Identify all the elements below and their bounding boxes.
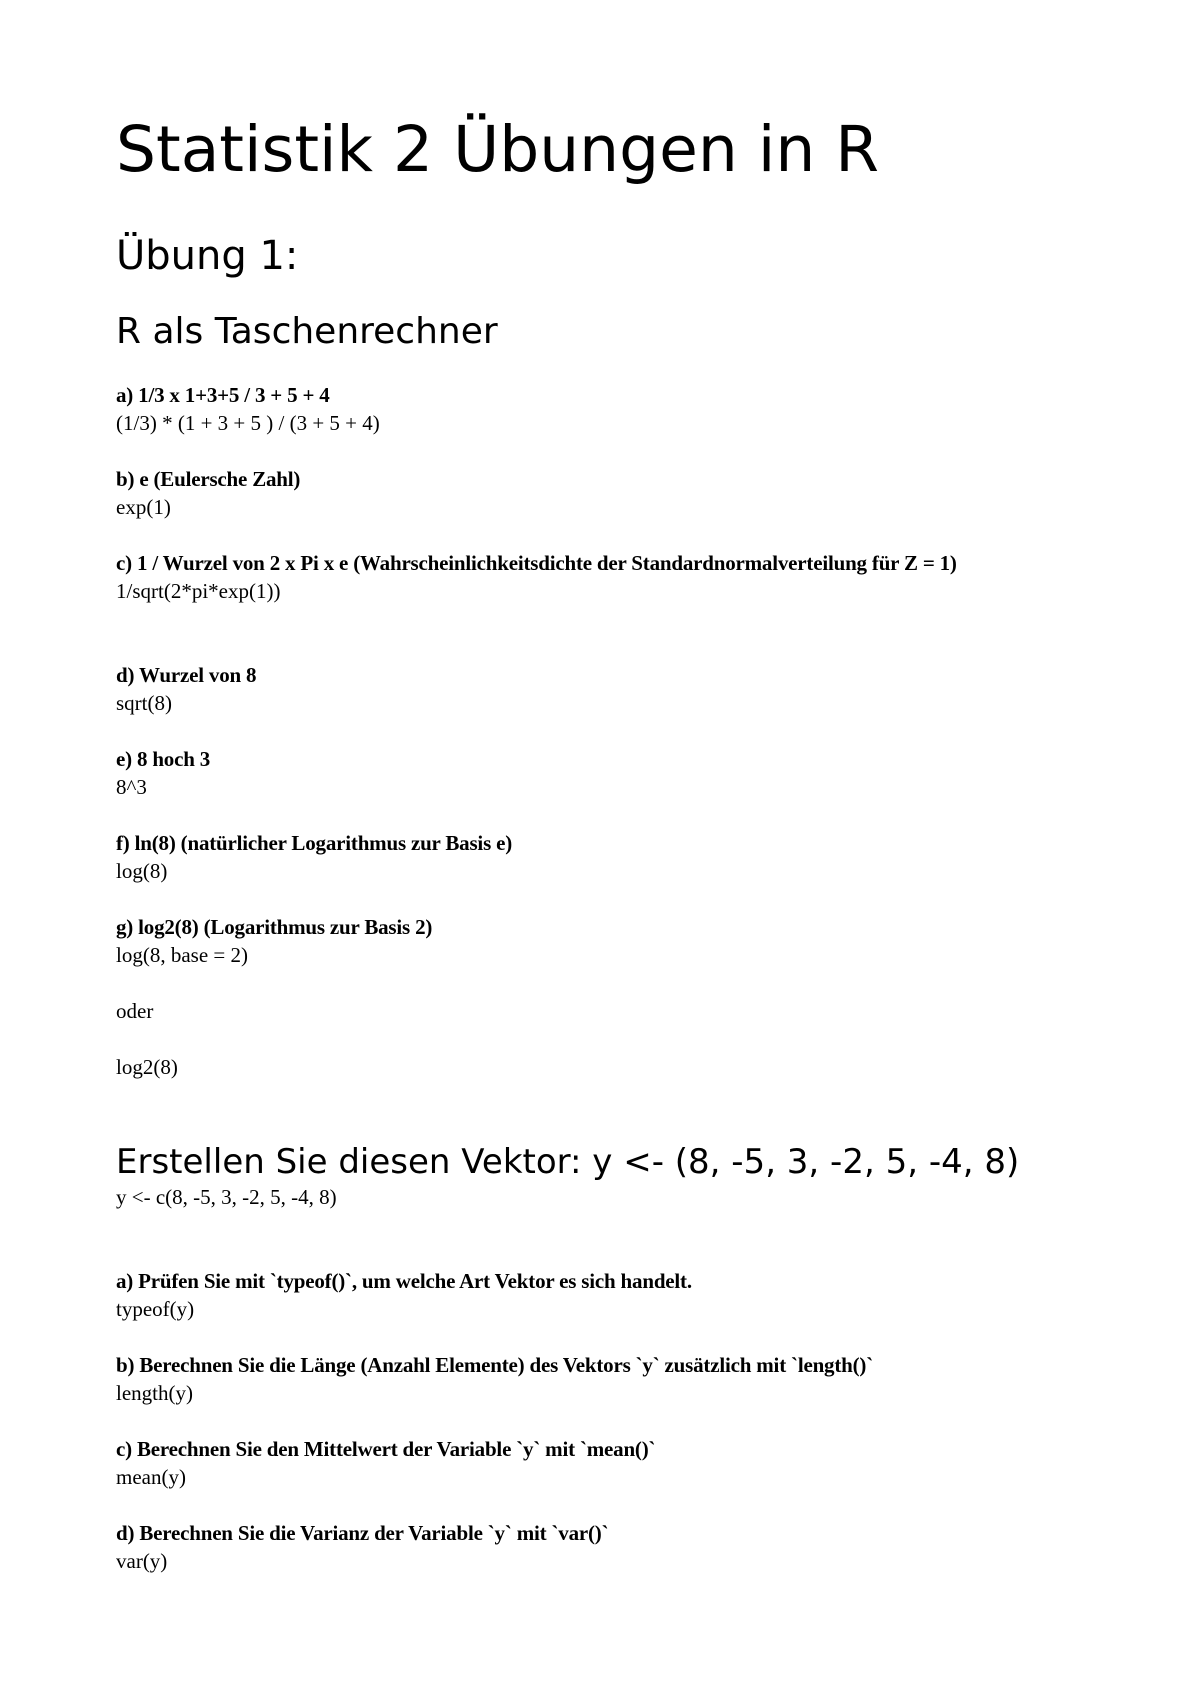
task-question: f) ln(8) (natürlicher Logarithmus zur Basis e) <box>116 831 513 855</box>
task-answer-code: var(y) <box>116 1549 168 1573</box>
task-question: d) Wurzel von 8 <box>116 663 257 687</box>
calculator-task-d <box>116 661 1096 717</box>
task-answer-code: typeof(y) <box>116 1297 195 1321</box>
calculator-task-b <box>116 465 1096 521</box>
exercise-heading: Übung 1: <box>116 233 299 279</box>
task-answer-code: log(8, base = 2) <box>116 943 248 967</box>
calculator-task-e <box>116 745 1096 801</box>
alternative-answer-code: log2(8) <box>116 1055 178 1079</box>
task-question: b) Berechnen Sie die Länge (Anzahl Elemente) des Vektors `y` zusätzlich mit `length()` <box>116 1353 874 1377</box>
calculator-task-c <box>116 549 1096 605</box>
or-text: oder <box>116 999 154 1023</box>
task-answer-code: log(8) <box>116 859 168 883</box>
task-answer-code: (1/3) * (1 + 3 + 5 ) / (3 + 5 + 4) <box>116 411 380 435</box>
task-question: d) Berechnen Sie die Varianz der Variable `y` mit `var()` <box>116 1521 609 1545</box>
task-question: e) 8 hoch 3 <box>116 747 211 771</box>
vector-task-d <box>116 1519 1096 1575</box>
task-question: a) Prüfen Sie mit `typeof()`, um welche Art Vektor es sich handelt. <box>116 1269 692 1293</box>
task-answer-code: sqrt(8) <box>116 691 172 715</box>
task-question: c) 1 / Wurzel von 2 x Pi x e (Wahrscheinlichkeitsdichte der Standardnormalverteilung für Z = 1) <box>116 551 957 575</box>
page-title: Statistik 2 Übungen in R <box>116 113 880 186</box>
calculator-task-g <box>116 913 1096 969</box>
task-answer-code: 8^3 <box>116 775 147 799</box>
task-question: b) e (Eulersche Zahl) <box>116 467 301 491</box>
vector-task-b <box>116 1351 1096 1407</box>
task-answer-code: exp(1) <box>116 495 171 519</box>
calculator-task-f <box>116 829 1096 885</box>
task-answer-code: length(y) <box>116 1381 193 1405</box>
section-heading-calculator: R als Taschenrechner <box>116 311 498 352</box>
task-question: g) log2(8) (Logarithmus zur Basis 2) <box>116 915 433 939</box>
calculator-task-a <box>116 381 1096 437</box>
task-question: a) 1/3 x 1+3+5 / 3 + 5 + 4 <box>116 383 330 407</box>
task-answer-code: 1/sqrt(2*pi*exp(1)) <box>116 579 281 603</box>
vector-task-a <box>116 1267 1096 1323</box>
task-answer-code: mean(y) <box>116 1465 186 1489</box>
task-question: c) Berechnen Sie den Mittelwert der Variable `y` mit `mean()` <box>116 1437 656 1461</box>
vector-code: y <- c(8, -5, 3, -2, 5, -4, 8) <box>116 1185 337 1209</box>
section-heading-vector: Erstellen Sie diesen Vektor: y <- (8, -5, 3, -2, 5, -4, 8) <box>116 1142 1020 1182</box>
vector-task-c <box>116 1435 1096 1491</box>
